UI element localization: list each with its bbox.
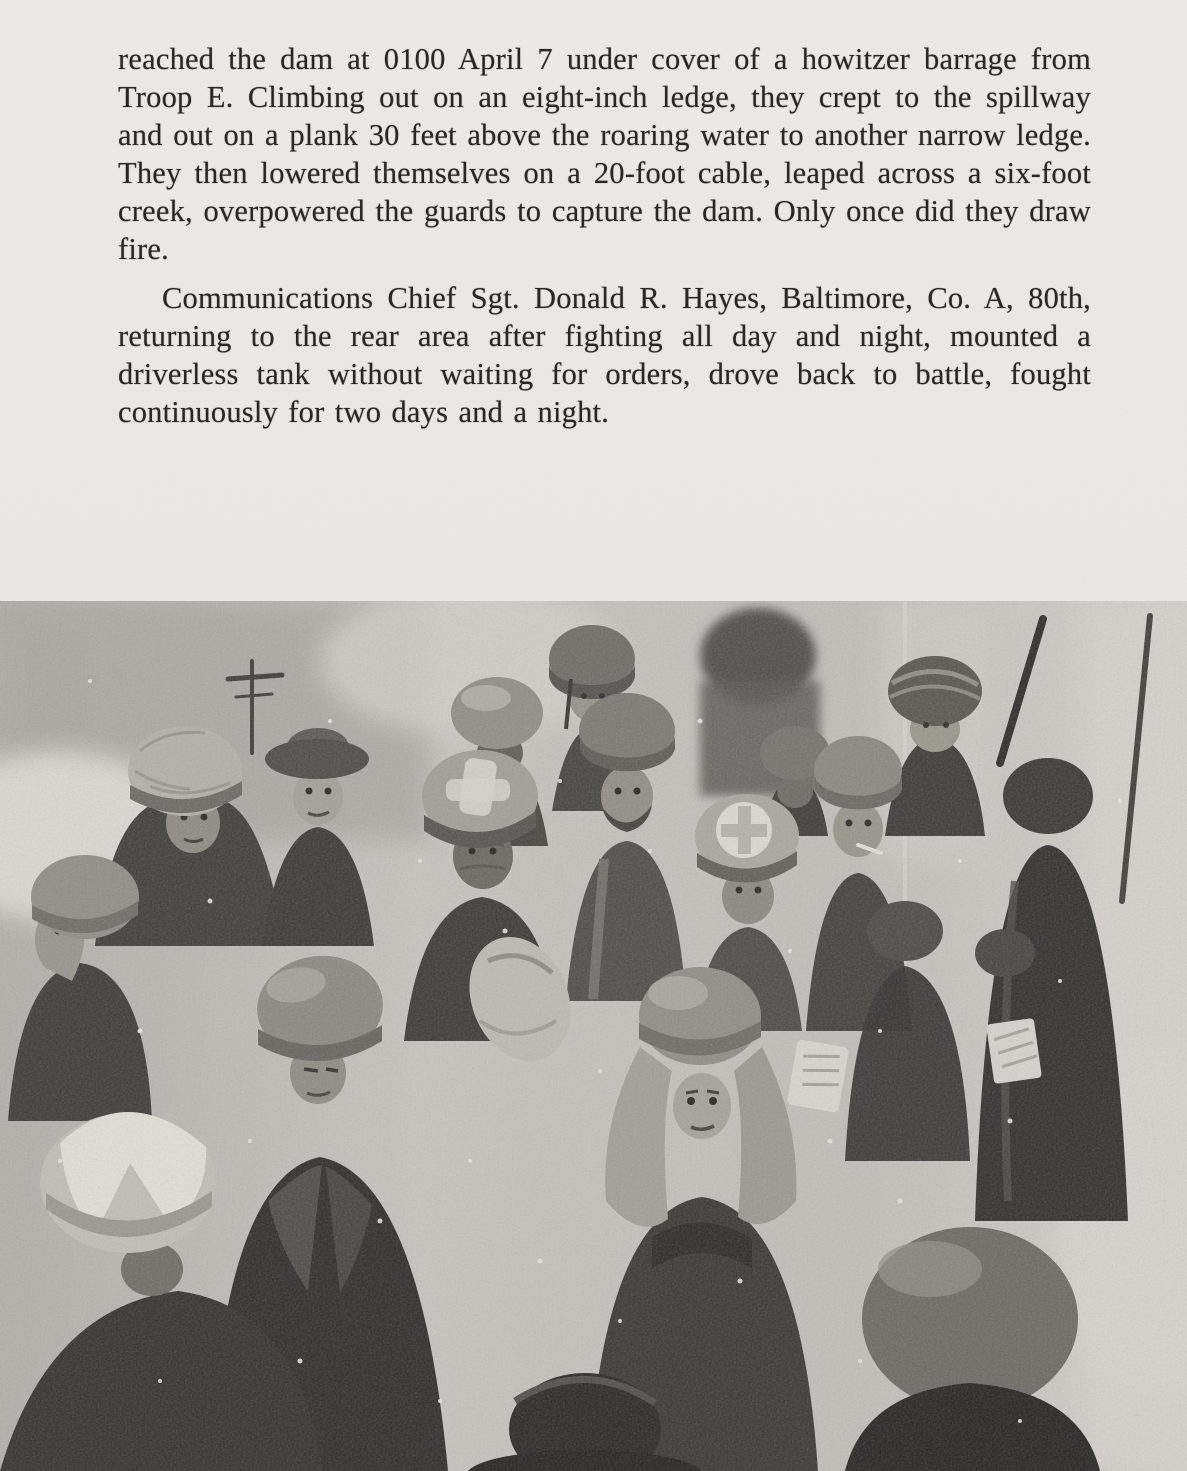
photo-grain-overlay	[0, 601, 1187, 1471]
soldiers-photo-illustration	[0, 601, 1187, 1471]
photo-soldiers-marching	[0, 601, 1187, 1471]
paragraph-dam-raid: reached the dam at 0100 April 7 under cover of a howitzer barrage from Troop E. Climbing out on an eight-inch ledge, they crept to the spillway and out on a plank 30 feet above the roaring water to another narrow ledge. They then lowered themselves on a 20-foot cable, leaped across a six-foot creek, overpowered the guards to capture the dam. Only once did they draw fire.	[118, 42, 1091, 266]
body-text	[118, 40, 1091, 431]
paragraph-sgt-hayes: Communications Chief Sgt. Donald R. Hayes, Baltimore, Co. A, 80th, returning to the rear area after fighting all day and night, mounted a driverless tank without waiting for orders, drove back to battle, fought continuously for two days and a night.	[118, 281, 1091, 429]
